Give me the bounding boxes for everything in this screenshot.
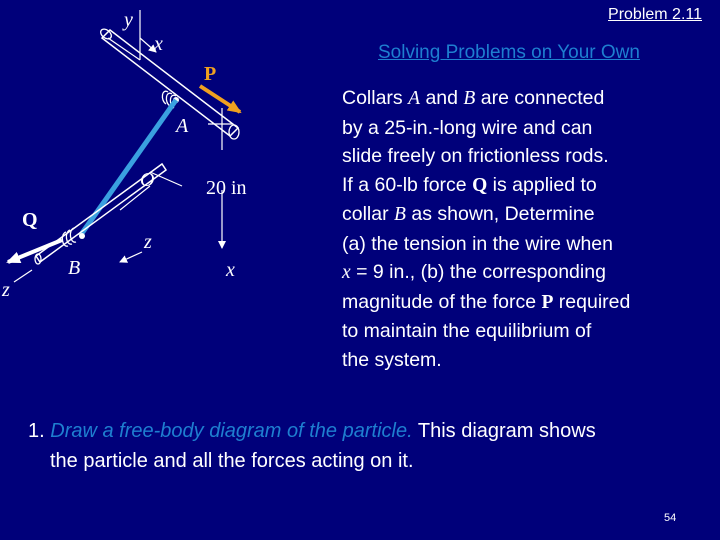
statement-line-10: the system. xyxy=(342,348,442,371)
step-number: 1. xyxy=(28,420,45,442)
statement-line-1: Collars A and B are connected xyxy=(342,87,605,109)
statement-line-8: magnitude of the force P required xyxy=(342,290,631,313)
label-20in: 20 in xyxy=(206,177,247,199)
step-line-1 xyxy=(28,416,718,446)
step-line-2: the particle and all the forces acting on it. xyxy=(50,450,414,472)
statement-line-5: collar B as shown, Determine xyxy=(342,203,595,225)
step-instruction xyxy=(28,416,718,476)
statement-line-9: to maintain the equilibrium of xyxy=(342,320,592,342)
label-o: O xyxy=(140,169,155,191)
statement-line-3: slide freely on frictionless rods. xyxy=(342,145,609,167)
label-y: y xyxy=(124,9,133,31)
step-rest: This diagram shows xyxy=(412,420,596,442)
label-b: B xyxy=(68,257,81,279)
label-x-top: x xyxy=(154,33,163,55)
statement-line-7: x = 9 in., (b) the corresponding xyxy=(342,261,606,283)
statement-line-2: by a 25-in.-long wire and can xyxy=(342,116,593,139)
problem-label: Problem 2.11 xyxy=(608,6,702,23)
page-number: 54 xyxy=(664,512,677,524)
rod-z xyxy=(35,164,182,264)
problem-statement xyxy=(342,84,712,374)
label-a: A xyxy=(176,115,189,137)
statement-line-6: (a) the tension in the wire when xyxy=(342,232,613,255)
rod-x xyxy=(99,27,239,139)
wire-ab xyxy=(80,100,176,236)
z-axis-guide xyxy=(14,270,32,282)
statement-line-4: If a 60-lb force Q is applied to xyxy=(342,173,597,196)
force-p-arrow xyxy=(200,86,240,112)
label-z-mid: z xyxy=(144,231,152,253)
label-z-left: z xyxy=(2,279,10,301)
label-p: P xyxy=(204,63,217,85)
section-subtitle: Solving Problems on Your Own xyxy=(378,42,640,63)
label-x-right: x xyxy=(226,259,235,281)
label-q: Q xyxy=(22,209,38,231)
step-highlight: Draw a free-body diagram of the particle. xyxy=(50,420,413,442)
